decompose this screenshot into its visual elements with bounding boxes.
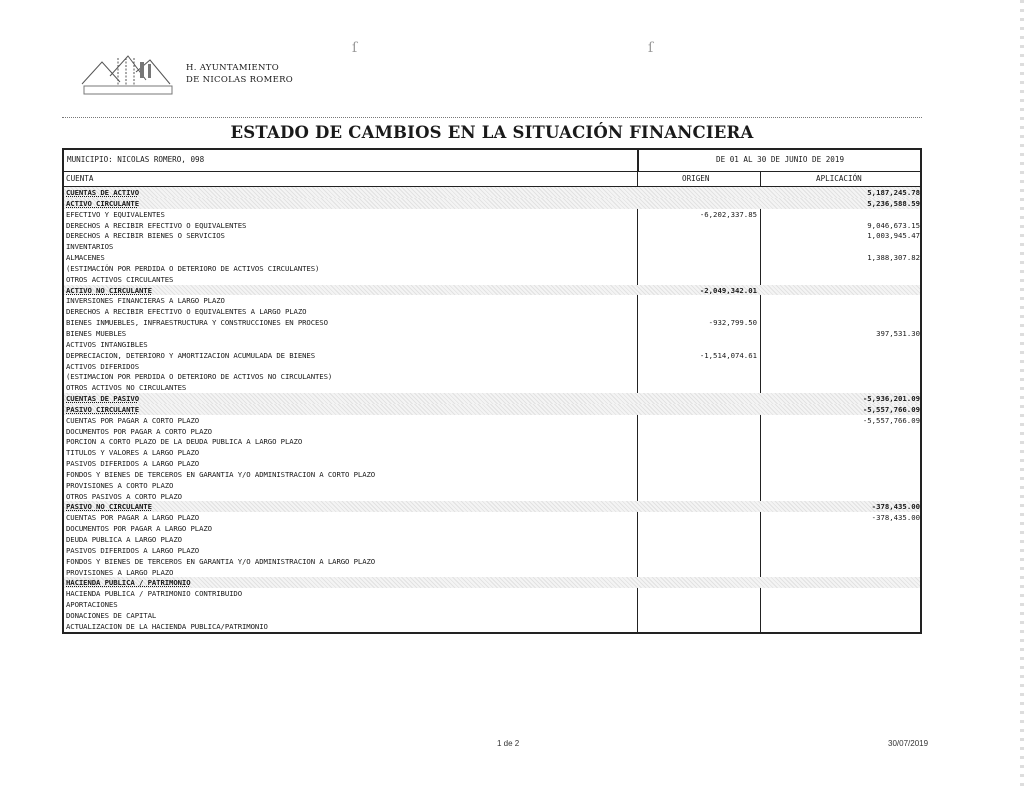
org-line-2: DE NICOLAS ROMERO	[186, 75, 294, 85]
col-origen: ORIGEN	[682, 174, 710, 183]
account-name: CUENTAS DE ACTIVO	[66, 188, 139, 197]
page-number: 1 de 2	[497, 739, 520, 748]
table-row	[64, 567, 920, 578]
aplicacion-value: -5,557,766.09	[862, 404, 920, 414]
account-name: INVENTARIOS	[66, 242, 114, 252]
table-row	[64, 230, 920, 241]
account-name: PASIVOS DIFERIDOS A LARGO PLAZO	[66, 545, 200, 555]
column-header-row	[62, 171, 922, 187]
account-name: CUENTAS POR PAGAR A LARGO PLAZO	[66, 513, 200, 523]
period-label: DE 01 AL 30 DE JUNIO DE 2019	[716, 155, 845, 164]
account-name: DEUDA PUBLICA A LARGO PLAZO	[66, 535, 182, 544]
table-row	[64, 523, 920, 534]
table-row	[64, 415, 920, 426]
account-name: OTROS PASIVOS A CORTO PLAZO	[66, 491, 182, 501]
account-name: ACTUALIZACION DE LA HACIENDA PUBLICA/PATRIMONIO	[66, 621, 268, 631]
account-name: ACTIVOS DIFERIDOS	[66, 361, 139, 371]
account-name: DERECHOS A RECIBIR EFECTIVO O EQUIVALENTES A LARGO PLAZO	[66, 307, 307, 317]
table-row	[64, 263, 920, 274]
scan-edge	[1020, 0, 1024, 791]
account-name: ACTIVOS INTANGIBLES	[66, 339, 148, 349]
account-name: PASIVO CIRCULANTE	[66, 404, 139, 414]
account-name: DOCUMENTOS POR PAGAR A CORTO PLAZO	[66, 426, 212, 436]
table-row	[64, 198, 920, 209]
account-name: TITULOS Y VALORES A LARGO PLAZO	[66, 448, 200, 458]
aplicacion-value: 5,187,245.78	[867, 188, 920, 197]
account-name: HACIENDA PUBLICA / PATRIMONIO	[66, 578, 191, 588]
table-row	[64, 295, 920, 306]
col-cuenta: CUENTA	[66, 174, 94, 183]
account-name: DONACIONES DE CAPITAL	[66, 610, 157, 620]
table-row	[64, 339, 920, 350]
table-row	[64, 285, 920, 296]
origen-value: -1,514,074.61	[699, 350, 757, 360]
table-row	[64, 241, 920, 252]
table-row	[64, 458, 920, 469]
account-name: EFECTIVO Y EQUIVALENTES	[66, 209, 165, 219]
table-row	[64, 621, 920, 632]
table-row	[64, 469, 920, 480]
aplicacion-value: 397,531.30	[876, 328, 920, 338]
aplicacion-value: 5,236,588.59	[867, 198, 920, 208]
table-body	[62, 187, 922, 634]
print-date: 30/07/2019	[888, 739, 929, 748]
table-row	[64, 328, 920, 339]
table-row	[64, 599, 920, 610]
account-name: PASIVOS DIFERIDOS A LARGO PLAZO	[66, 459, 200, 469]
municipio-label: MUNICIPIO: NICOLAS ROMERO, 098	[67, 155, 205, 164]
account-name: FONDOS Y BIENES DE TERCEROS EN GARANTIA Y/O ADMINISTRACION A CORTO PLAZO	[66, 469, 376, 479]
origen-value: -6,202,337.85	[699, 209, 757, 219]
account-name: (ESTIMACIÓN POR PERDIDA O DETERIORO DE ACTIVOS CIRCULANTES)	[66, 263, 320, 273]
account-name: (ESTIMACION POR PERDIDA O DETERIORO DE ACTIVOS NO CIRCULANTES)	[66, 372, 333, 382]
account-name: OTROS ACTIVOS NO CIRCULANTES	[66, 383, 187, 393]
account-name: CUENTAS DE PASIVO	[66, 394, 139, 404]
account-name: DOCUMENTOS POR PAGAR A LARGO PLAZO	[66, 524, 212, 534]
table-row	[64, 306, 920, 317]
aplicacion-value: -5,936,201.09	[862, 394, 920, 404]
col-aplicacion: APLICACIÓN	[816, 174, 862, 183]
origen-value: -2,049,342.01	[699, 285, 757, 295]
account-name: ACTIVO CIRCULANTE	[66, 198, 139, 208]
table-row	[64, 371, 920, 382]
account-name: FONDOS Y BIENES DE TERCEROS EN GARANTIA Y/O ADMINISTRACION A LARGO PLAZO	[66, 556, 376, 566]
table-row	[64, 512, 920, 523]
account-name: CUENTAS POR PAGAR A CORTO PLAZO	[66, 415, 200, 425]
account-name: PROVISIONES A CORTO PLAZO	[66, 480, 174, 490]
account-name: ALMACENES	[66, 253, 105, 263]
table-row	[64, 350, 920, 361]
account-name: PORCION A CORTO PLAZO DE LA DEUDA PUBLICA A LARGO PLAZO	[66, 437, 303, 447]
table-row	[64, 317, 920, 328]
account-name: DEPRECIACION, DETERIORO Y AMORTIZACION ACUMULADA DE BIENES	[66, 350, 316, 360]
account-name: INVERSIONES FINANCIERAS A LARGO PLAZO	[66, 296, 225, 306]
table-row	[64, 426, 920, 437]
table-row	[64, 220, 920, 231]
table-row	[64, 480, 920, 491]
aplicacion-value: 1,003,945.47	[867, 231, 920, 241]
org-line-1: H. AYUNTAMIENTO	[186, 63, 280, 73]
table-row	[64, 252, 920, 263]
table-row	[64, 361, 920, 372]
aplicacion-value: -5,557,766.09	[862, 415, 920, 425]
table-row	[64, 501, 920, 512]
table-row	[64, 382, 920, 393]
account-name: DERECHOS A RECIBIR EFECTIVO O EQUIVALENTES	[66, 220, 247, 230]
account-name: BIENES MUEBLES	[66, 328, 127, 338]
header-divider	[62, 117, 922, 118]
report-title: ESTADO DE CAMBIOS EN LA SITUACIÓN FINANCIERA	[230, 123, 754, 142]
aplicacion-value: -378,435.00	[871, 513, 920, 523]
aplicacion-value: 9,046,673.15	[867, 220, 920, 230]
table-row	[64, 274, 920, 285]
account-name: BIENES INMUEBLES, INFRAESTRUCTURA Y CONSTRUCCIONES EN PROCESO	[66, 318, 328, 328]
financial-statement-table	[62, 148, 922, 634]
table-row	[64, 588, 920, 599]
account-name: HACIENDA PUBLICA / PATRIMONIO CONTRIBUIDO	[66, 589, 243, 599]
table-row	[64, 577, 920, 588]
account-name: APORTACIONES	[66, 600, 118, 610]
account-name: OTROS ACTIVOS CIRCULANTES	[66, 274, 174, 284]
aplicacion-value: 1,388,307.82	[867, 253, 920, 263]
table-row	[64, 393, 920, 404]
table-row	[64, 187, 920, 198]
scan-mark: ſ	[648, 40, 654, 56]
organization-name	[186, 62, 293, 86]
table-info-row	[62, 148, 922, 171]
account-name: PROVISIONES A LARGO PLAZO	[66, 567, 174, 577]
table-row	[64, 610, 920, 621]
account-name: ACTIVO NO CIRCULANTE	[66, 285, 152, 295]
table-row	[64, 447, 920, 458]
table-row	[64, 534, 920, 545]
account-name: PASIVO NO CIRCULANTE	[66, 502, 152, 512]
table-row	[64, 491, 920, 502]
table-row	[64, 436, 920, 447]
municipal-logo	[80, 52, 176, 96]
account-name: DERECHOS A RECIBIR BIENES O SERVICIOS	[66, 231, 225, 241]
aplicacion-value: -378,435.00	[871, 502, 920, 512]
table-row	[64, 545, 920, 556]
origen-value: -932,799.50	[708, 318, 757, 328]
scan-mark: ſ	[352, 40, 358, 56]
table-row	[64, 209, 920, 220]
table-row	[64, 404, 920, 415]
table-row	[64, 556, 920, 567]
